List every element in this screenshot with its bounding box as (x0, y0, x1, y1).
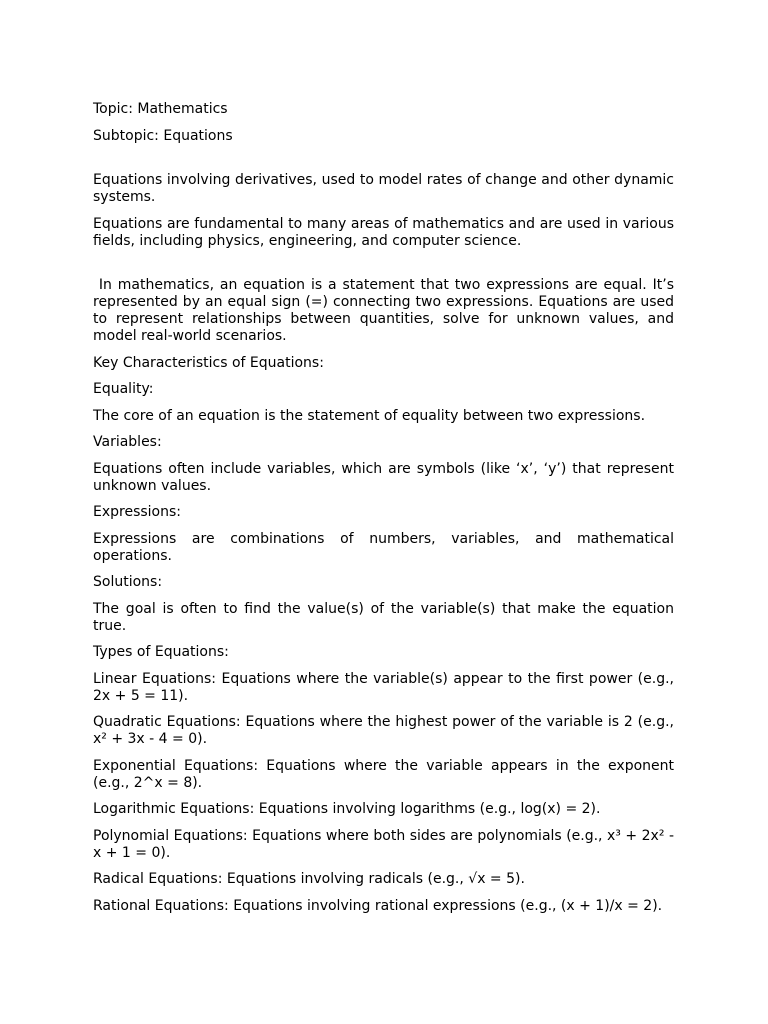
intro-paragraph-1: Equations involving derivatives, used to model rates of change and other dynamic systems. (93, 172, 674, 205)
characteristics-heading: Key Characteristics of Equations: (93, 354, 324, 371)
subtopic-line: Subtopic: Equations (93, 127, 233, 144)
spacer (93, 154, 674, 172)
types-heading: Types of Equations: (93, 644, 229, 660)
equation-type-item: Linear Equations: Equations where the variable(s) appear to the first power (e.g., 2x + 5 = 11). (93, 670, 674, 704)
characteristic-term: Expressions: (93, 504, 182, 520)
spacer (93, 259, 674, 277)
equation-type-item: Rational Equations: Equations involving rational expressions (e.g., (x + 1)/x = 2). (93, 897, 663, 914)
characteristic-description: Expressions are combinations of numbers, variables, and mathematical operations. (93, 530, 674, 564)
definition-paragraph: In mathematics, an equation is a statement that two expressions are equal. It’s represented by an equal sign (=) connecting two expressions. Equations are used to represent relationships between quantities, solve for unknown values, and model real-world scenarios. (93, 277, 674, 344)
equation-type-item: Polynomial Equations: Equations where both sides are polynomials (e.g., x³ + 2x² - x + 1 = 0). (93, 827, 674, 861)
characteristic-description: The goal is often to find the value(s) of the variable(s) that make the equation true. (93, 600, 674, 634)
equation-type-item: Quadratic Equations: Equations where the highest power of the variable is 2 (e.g., x² + 3x - 4 = 0). (93, 714, 674, 747)
characteristic-term: Solutions: (93, 574, 163, 590)
characteristic-description: Equations often include variables, which are symbols (like ‘x’, ‘y’) that represent unknown values. (93, 460, 674, 494)
characteristic-term: Equality: (93, 381, 154, 397)
document-page (93, 101, 674, 924)
characteristic-term: Variables: (93, 434, 162, 450)
equation-type-item: Logarithmic Equations: Equations involving logarithms (e.g., log(x) = 2). (93, 801, 601, 817)
equation-type-item: Exponential Equations: Equations where the variable appears in the exponent (e.g., 2^x = 8). (93, 757, 674, 791)
characteristic-description: The core of an equation is the statement of equality between two expressions. (93, 407, 646, 424)
intro-paragraph-2: Equations are fundamental to many areas of mathematics and are used in various fields, including physics, engineering, and computer science. (93, 215, 674, 249)
equation-type-item: Radical Equations: Equations involving radicals (e.g., √x = 5). (93, 871, 525, 887)
topic-line: Topic: Mathematics (93, 101, 228, 117)
